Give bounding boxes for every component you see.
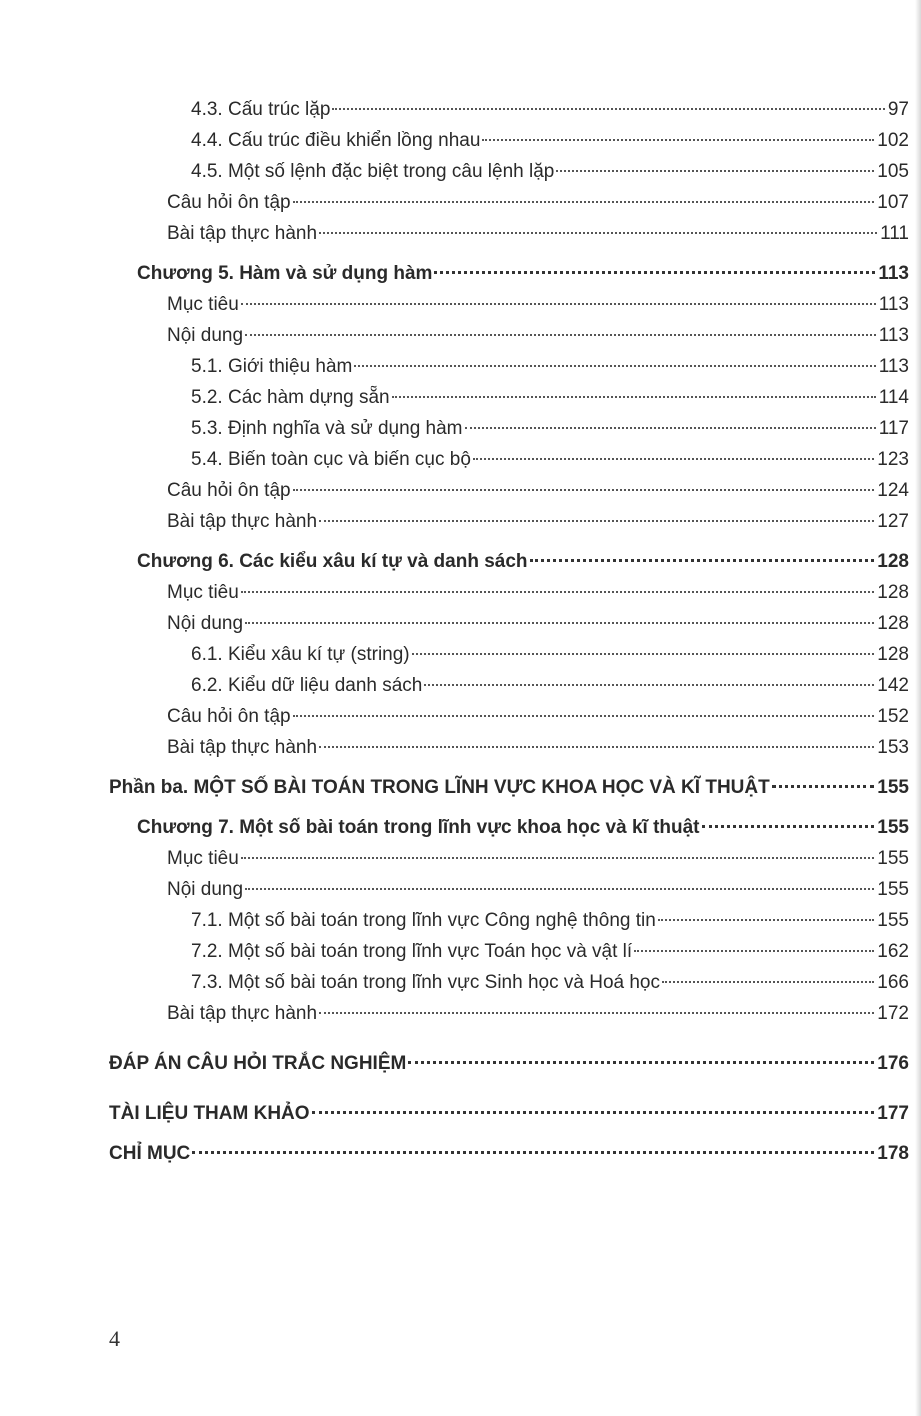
toc-entry-page: 172	[877, 1003, 909, 1024]
dot-leader	[702, 825, 875, 828]
dot-leader	[412, 653, 875, 655]
toc-entry-page: 176	[877, 1053, 909, 1074]
toc-entry	[167, 220, 909, 248]
page-number: 4	[109, 1326, 120, 1351]
toc-entry-page: 113	[878, 263, 909, 284]
toc-entry-title: Mục tiêu	[167, 294, 239, 315]
toc-entry-page: 153	[877, 737, 909, 758]
toc-entry-title: ĐÁP ÁN CÂU HỎI TRẮC NGHIỆM	[109, 1053, 407, 1074]
toc-entry	[137, 814, 909, 842]
toc-entry	[167, 322, 909, 350]
toc-entry	[109, 1100, 909, 1128]
toc-entry-title: 7.2. Một số bài toán trong lĩnh vực Toán học và vật lí	[191, 941, 633, 962]
dot-leader	[408, 1061, 874, 1064]
toc-entry	[191, 446, 909, 474]
dot-leader	[192, 1151, 874, 1154]
table-of-contents	[0, 96, 921, 1216]
toc-entry-page: 97	[887, 99, 909, 120]
dot-leader	[424, 684, 874, 686]
dot-leader	[245, 622, 874, 624]
toc-entry-title: Bài tập thực hành	[167, 223, 318, 244]
toc-entry-title: Nội dung	[167, 325, 244, 346]
toc-entry	[167, 579, 909, 607]
toc-entry-title: 6.2. Kiểu dữ liệu danh sách	[191, 675, 423, 696]
dot-leader	[634, 950, 874, 952]
toc-entry-page: 177	[877, 1103, 909, 1124]
toc-entry	[191, 127, 909, 155]
toc-entry-title: 5.1. Giới thiệu hàm	[191, 356, 353, 377]
toc-entry-page: 113	[878, 294, 909, 315]
toc-entry	[191, 672, 909, 700]
toc-entry-page: 113	[878, 356, 909, 377]
toc-entry-page: 155	[877, 817, 909, 838]
toc-entry-page: 102	[877, 130, 909, 151]
dot-leader	[245, 334, 876, 336]
toc-entry	[191, 415, 909, 443]
toc-entry-page: 107	[877, 192, 909, 213]
toc-entry-page: 178	[877, 1143, 909, 1164]
toc-entry	[167, 610, 909, 638]
toc-entry	[109, 774, 909, 802]
toc-entry-title: CHỈ MỤC	[109, 1143, 191, 1164]
toc-entry	[167, 291, 909, 319]
dot-leader	[241, 857, 874, 859]
dot-leader	[241, 303, 876, 305]
toc-entry-title: 5.4. Biến toàn cục và biến cục bộ	[191, 449, 471, 470]
toc-entry-title: Chương 6. Các kiểu xâu kí tự và danh sách	[137, 551, 528, 572]
toc-entry-page: 155	[877, 848, 909, 869]
toc-entry	[191, 384, 909, 412]
toc-entry	[109, 1050, 909, 1078]
toc-entry-title: Phần ba. MỘT SỐ BÀI TOÁN TRONG LĨNH VỰC KHOA HỌC VÀ KĨ THUẬT	[109, 777, 770, 798]
dot-leader	[312, 1111, 875, 1114]
dot-leader	[332, 108, 884, 110]
dot-leader	[245, 888, 874, 890]
dot-leader	[293, 715, 875, 717]
toc-entry-title: Câu hỏi ôn tập	[167, 706, 291, 727]
toc-entry-title: 4.3. Cấu trúc lặp	[191, 99, 331, 120]
toc-entry-page: 155	[877, 879, 909, 900]
toc-entry-page: 113	[878, 325, 909, 346]
toc-entry	[109, 1140, 909, 1168]
toc-entry-page: 155	[877, 777, 909, 798]
toc-entry	[191, 353, 909, 381]
toc-entry-page: 166	[877, 972, 909, 993]
toc-entry	[191, 641, 909, 669]
dot-leader	[482, 139, 874, 141]
dot-leader	[658, 919, 875, 921]
dot-leader	[319, 746, 874, 748]
toc-entry-title: Chương 7. Một số bài toán trong lĩnh vực khoa học và kĩ thuật	[137, 817, 700, 838]
dot-leader	[293, 489, 875, 491]
toc-entry-page: 162	[877, 941, 909, 962]
dot-leader	[662, 981, 874, 983]
dot-leader	[465, 427, 876, 429]
toc-entry	[167, 734, 909, 762]
toc-entry-page: 155	[877, 910, 909, 931]
toc-entry-title: Bài tập thực hành	[167, 737, 318, 758]
toc-entry-title: 6.1. Kiểu xâu kí tự (string)	[191, 644, 410, 665]
toc-entry-title: 5.2. Các hàm dựng sẵn	[191, 387, 390, 408]
toc-entry	[167, 508, 909, 536]
toc-entry	[167, 189, 909, 217]
toc-entry-title: Bài tập thực hành	[167, 511, 318, 532]
toc-entry-title: 7.3. Một số bài toán trong lĩnh vực Sinh học và Hoá học	[191, 972, 660, 993]
toc-entry	[191, 938, 909, 966]
dot-leader	[530, 559, 875, 562]
toc-entry-page: 114	[878, 387, 909, 408]
toc-entry-title: Chương 5. Hàm và sử dụng hàm	[137, 263, 433, 284]
toc-entry	[167, 876, 909, 904]
toc-entry-title: Nội dung	[167, 613, 244, 634]
dot-leader	[241, 591, 874, 593]
toc-entry	[191, 96, 909, 124]
toc-entry-title: 4.4. Cấu trúc điều khiển lồng nhau	[191, 130, 481, 151]
dot-leader	[319, 232, 877, 234]
toc-entry-page: 117	[878, 418, 909, 439]
dot-leader	[556, 170, 874, 172]
dot-leader	[319, 520, 874, 522]
toc-entry	[191, 907, 909, 935]
toc-entry-title: Mục tiêu	[167, 582, 239, 603]
toc-entry	[137, 260, 909, 288]
toc-entry-page: 127	[877, 511, 909, 532]
toc-entry-title: 7.1. Một số bài toán trong lĩnh vực Công nghệ thông tin	[191, 910, 656, 931]
toc-entry-title: 4.5. Một số lệnh đặc biệt trong câu lệnh lặp	[191, 161, 555, 182]
dot-leader	[354, 365, 875, 367]
dot-leader	[319, 1012, 874, 1014]
toc-entry-page: 128	[877, 613, 909, 634]
toc-entry-page: 123	[877, 449, 909, 470]
toc-entry-page: 128	[877, 582, 909, 603]
toc-entry-page: 152	[877, 706, 909, 727]
toc-entry-page: 128	[877, 551, 909, 572]
toc-entry	[167, 1000, 909, 1028]
dot-leader	[293, 201, 875, 203]
toc-entry-title: Câu hỏi ôn tập	[167, 480, 291, 501]
toc-entry	[137, 548, 909, 576]
toc-entry-title: 5.3. Định nghĩa và sử dụng hàm	[191, 418, 463, 439]
toc-entry	[167, 703, 909, 731]
toc-entry-page: 105	[877, 161, 909, 182]
toc-entry-title: Câu hỏi ôn tập	[167, 192, 291, 213]
dot-leader	[473, 458, 874, 460]
toc-entry-page: 124	[877, 480, 909, 501]
toc-entry-page: 128	[877, 644, 909, 665]
toc-entry-title: Bài tập thực hành	[167, 1003, 318, 1024]
toc-entry-title: Mục tiêu	[167, 848, 239, 869]
dot-leader	[434, 271, 875, 274]
toc-entry-title: Nội dung	[167, 879, 244, 900]
toc-entry-page: 111	[880, 223, 909, 244]
toc-entry-page: 142	[877, 675, 909, 696]
toc-entry-title: TÀI LIỆU THAM KHẢO	[109, 1103, 310, 1124]
dot-leader	[392, 396, 876, 398]
toc-entry	[167, 477, 909, 505]
toc-entry	[167, 845, 909, 873]
toc-entry	[191, 969, 909, 997]
toc-entry	[191, 158, 909, 186]
dot-leader	[772, 785, 875, 788]
